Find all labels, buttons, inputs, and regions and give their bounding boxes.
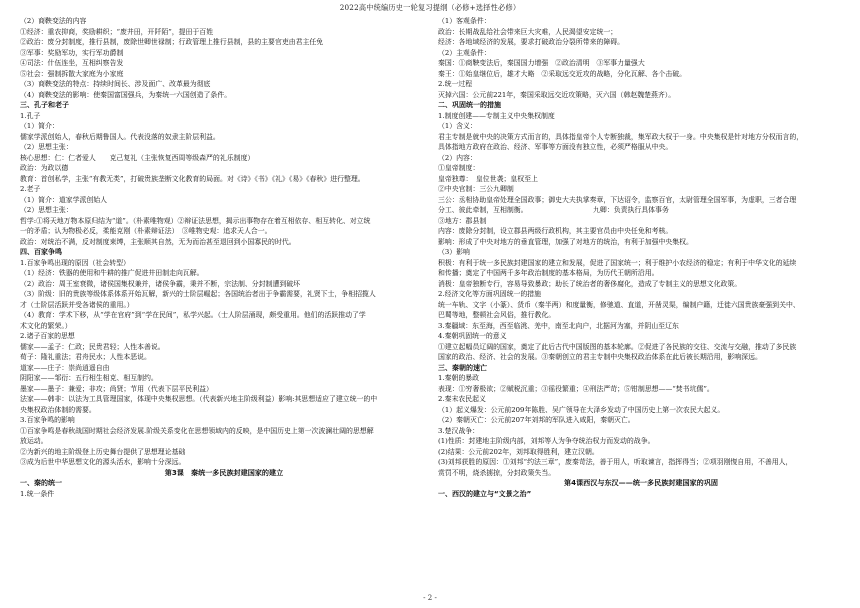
section-heading: 三、秦朝的速亡 [438, 363, 487, 372]
text-line: 放运动。 [20, 437, 48, 445]
text-line: (1)性质：封建地主阶级内部，刘邦等人为争夺统治权力而发动的战争。 [438, 437, 655, 445]
text-line: （2）内容： [438, 153, 477, 162]
text-line: 儒家——孟子：仁政；民贵君轻；人性本善说。 [20, 342, 165, 351]
text-line: 2.经济文化等方面巩固统一的措施 [438, 290, 542, 298]
text-line: （2）商鞅变法的内容 [20, 17, 87, 25]
text-line: 经济：各地域经济的发展，要求打破政治分裂所带来的障碍。 [438, 38, 625, 46]
text-line: （1）简介：道家学派创始人 [20, 195, 108, 204]
text-line: 皇帝独尊： 皇位世袭；皇权至上 [438, 174, 538, 183]
text-line: （4）商鞅变法的影响：使秦国富国强兵，为秦统一六国创造了条件。 [20, 90, 232, 99]
text-line: 法家——韩非：以法为工具管理国家，体现中央集权思想。（代表新兴地主阶级利益）影响:其思想适应了建立统一的中 [20, 395, 378, 403]
text-line: 政治：对统治不满，反对制度束缚，主张顺其自然，无为而治甚至退回到小国寡民的时代。 [20, 237, 296, 246]
text-line: （1）起义爆发：公元前209年陈胜、吴广领导在大泽乡发动了中国历史上第一次农民大起义。 [438, 405, 725, 414]
section-heading: 一、西汉的建立与“文景之治” [438, 489, 532, 498]
text-line: （2）思想主张： [20, 206, 73, 214]
text-line: 内容：废除分封制，设立郡县两级行政机构，其主要官员由中央任免和考核。 [438, 227, 673, 235]
text-line: 赏罚不明，烧杀掳掠，分封政策失当。 [438, 468, 556, 477]
text-line: （4）教育：学术下移，从“学在官府”到“学在民间”，私学兴起。（士人阶层涌现，颇受重用。他们的活跃推动了学 [20, 311, 366, 319]
text-line: 国家的政治、经济、社会的发展。③秦朝创立的君主专制中央集权政治体系在此后被长期沿用，影响深远。 [438, 353, 762, 361]
text-line: （1）客观条件： [438, 17, 491, 25]
lesson-title: 第4课西汉与东汉——统一多民族封建国家的巩固 [564, 478, 718, 487]
text-line: 教育：首创私学，主张“有教无类”，打破贵族垄断文化教育的局面。对《诗》《书》《礼》《易》《春秋》进行整理。 [20, 174, 365, 183]
text-line: 表现：①穷奢极欲；②赋税沉重；③徭役繁重；④刑法严苛；⑤钳制思想——“焚书坑儒”。 [438, 384, 714, 393]
section-heading: 三、孔子和老子 [20, 101, 69, 109]
text-line: 荀子：隆礼重法；君舟民水；人性本恶说。 [20, 353, 151, 361]
text-line: （1）经济：铁器的使用和牛耕的推广促进井田制走向瓦解。 [20, 269, 204, 277]
text-line: ①经济：重农抑商，奖励耕织；“废井田，开阡陌”，提田于百姓 [20, 27, 214, 36]
section-heading: 一、秦的统一 [20, 479, 62, 487]
text-line: 术文化的繁荣。） [20, 321, 72, 330]
text-line: 1.秦朝的暴政 [438, 374, 480, 382]
page-header: 2022高中统编历史一轮复习提纲（必修+选择性必修） [339, 3, 521, 12]
section-heading: 四、百家争鸣 [20, 248, 62, 256]
text-line: 才（士阶层活跃并受各诸侯的重用。） [20, 300, 134, 309]
text-line: （2）思想主张： [20, 143, 73, 151]
text-line: 巴蜀等地，整顿社会风俗，推行教化。 [438, 311, 556, 319]
lesson-title: 第3课 秦统一多民族封建国家的建立 [164, 467, 284, 477]
text-line: ①建立起幅员辽阔的国家，奠定了此后古代中国版图的基本轮廓。②促进了各民族的交往、交流与交融，推动了多民族 [438, 342, 797, 351]
text-line: ①百家争鸣是春秋战国时期社会经济发展.阶级关系变化在思想领域内的反映，是中国历史上第一次波澜壮阔的思想解 [20, 426, 374, 435]
text-line: (2)结果：公元前202年，刘邦取得胜利，建立汉朝。 [438, 447, 599, 456]
text-line: （1）简介： [20, 122, 59, 130]
text-line: 哲学:①将天地万物本原归结为“道”。（朴素唯物观）②辩证法思想，揭示出事物存在着互相依存、相互转化、对立统 [20, 216, 371, 225]
text-line: ③地方：郡县制 [438, 216, 487, 225]
text-line: 和传播；奠定了中国两千多年政治制度的基本格局，为历代王朝所沿用。 [438, 269, 659, 277]
text-line: 1.统一条件 [20, 489, 55, 498]
text-line: 3.百家争鸣的影响 [20, 416, 75, 424]
text-line: （3）阶级：旧的贵族等级体系体系开始瓦解，新兴的士阶层崛起；各国统治者出于争霸需要，礼贤下士，争相招揽人 [20, 290, 376, 298]
text-line: 分工、彼此牵制，互相制衡。 九卿：负责执行具体事务 [438, 206, 669, 214]
text-line: 统一车轨、文字（小篆）、货币（秦半两）和度量衡，修驰道、直道，开凿灵渠，编制户籍，迁徙六国贵族豪强到关中、 [438, 300, 800, 309]
text-line: 道家——庄子：崇尚逍遥自由 [20, 363, 110, 372]
text-line: 央集权政治体制的需要。 [20, 405, 96, 414]
text-line: 3.秦疆域：东至海，西至临洮、羌中，南至北向户，北据河为塞，并阴山至辽东 [438, 321, 679, 330]
right-column [438, 16, 844, 499]
text-line: 具体指地方政府在政治、经济、军事等方面没有独立性，必须严格服从中央。 [438, 143, 673, 151]
text-line: ③军事：奖励军功，实行军功爵制 [20, 48, 124, 57]
text-line: ③成为后世中华思想文化的源头活水，影响十分深远。 [20, 458, 186, 466]
text-line: 墨家——墨子：兼爱；非攻；尚贤；节用（代表下层平民利益） [20, 384, 213, 393]
text-line: （2）秦朝灭亡：公元前207年刘邦的军队进入咸阳，秦朝灭亡。 [438, 416, 635, 424]
text-line: ④司法：什伍连坐，互相纠察告发 [20, 59, 124, 67]
text-line: 1.百家争鸣出现的原因（社会转型） [20, 258, 130, 267]
text-line: 1.孔子 [20, 111, 41, 120]
text-line: 3.楚汉战争： [438, 426, 480, 435]
text-line: ⑤社会：强制拆散大家庭为小家庭 [20, 69, 124, 78]
text-line: 儒家学派创始人，春秋后期鲁国人。代表没落的奴隶主阶层利益。 [20, 132, 220, 141]
text-line: 2.诸子百家的思想 [20, 332, 75, 340]
text-line: 1.制度创建——专制主义中央集权制度 [438, 111, 555, 120]
text-line: 秦国：①商鞅变法后，秦国国力增强 ②政治清明 ③军事力量强大 [438, 59, 645, 67]
text-line: （3）商鞅变法的特点：持续时间长、涉及面广、改革最为彻底 [20, 80, 211, 88]
text-line: (3)刘邦获胜的原因：①刘邦“约法三章”，废秦苛法，善于用人，听取谏言，指挥得当；②项羽刚愎自用，不善用人， [438, 458, 793, 466]
text-line: 阴阳家——邹衍：五行相生相克、相互制约。 [20, 374, 158, 382]
text-line: 君主专制是就中央的决策方式而言的，具体指皇帝个人专断独裁，集军政大权于一身。中央集权是针对地方分权而言的， [438, 132, 804, 141]
text-line: （2）主观条件： [438, 48, 491, 57]
text-line: 秦王：①始皇继位后，雄才大略 ②采取远交近攻的战略，分化瓦解、各个击破。 [438, 69, 687, 78]
text-line: 2.老子 [20, 185, 41, 193]
text-line: 灭掉六国：公元前221年，秦国采取远交近攻策略，灭六国（韩赵魏楚燕齐）。 [438, 90, 676, 99]
text-line: 消极：皇帝独断专行，容易导致暴政；助长了统治者的奢侈腐化，造成了专制主义的思想文化政策。 [438, 279, 742, 288]
text-line: 2.统一过程 [438, 80, 473, 88]
page-number: - 2 - [423, 594, 437, 602]
text-line: 三公：丞相协助皇帝处理全国政事；御史大夫执掌奏章，下达诏令，监察百官，太尉管理全国军事，为虚职，三者合理 [438, 195, 797, 204]
text-line: ①皇帝制度： [438, 164, 480, 172]
text-line: 政治：为政以德 [20, 164, 69, 172]
text-line: 一的矛盾；认为物极必反，柔能克刚（朴素辩证法） ③唯物史观：追求天人合一。 [20, 227, 272, 235]
text-line: （3）影响 [438, 248, 470, 256]
text-line: （2）政治：周王室衰微，诸侯国集权兼并，诸侯争霸，秉并不断，宗法制、分封制遭到破坏 [20, 279, 301, 288]
text-line: 4.秦朝巩固统一的意义 [438, 332, 507, 340]
text-line: 影响：形成了中央对地方的垂直管理，加强了对地方的统治，有利于加强中央集权。 [438, 237, 693, 246]
text-line: 核心思想：仁：仁者爱人 克己复礼（主张恢复西周等级森严的礼乐制度） [20, 153, 255, 162]
text-line: （1）含义： [438, 122, 477, 130]
text-line: 政治：长期战乱给社会带来巨大灾难，人民渴望安定统一； [438, 27, 618, 36]
text-line: ②中央官制：三公九卿制 [438, 185, 514, 193]
section-heading: 二、巩固统一的措施 [438, 101, 501, 109]
text-line: 2.秦末农民起义 [438, 395, 486, 403]
text-line: ②为新兴的地主阶级登上历史舞台提供了思想理论基础 [20, 447, 186, 456]
text-line: ②政治：废分封制度，推行县制，废除世卿世禄制；行政管理上推行县制，县的主要官吏由君主任免 [20, 38, 324, 46]
left-column [20, 16, 428, 499]
text-line: 积极：有利于统一多民族封建国家的建立和发展，促进了国家统一；利于维护小农经济的稳定；有利于中华文化的延续 [438, 258, 797, 267]
